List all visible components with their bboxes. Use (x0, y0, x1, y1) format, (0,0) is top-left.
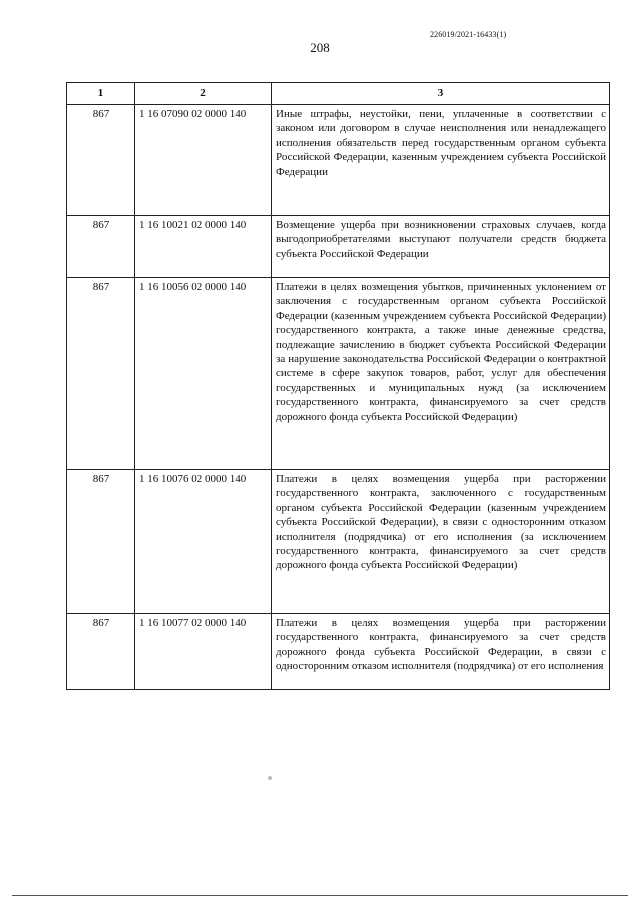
table-row (67, 614, 610, 690)
column-header-3: 3 (272, 83, 610, 105)
description-cell: Платежи в целях возмещения ущерба при расторжении государственного контракта, финансируемого за счет средств дорожного фонда субъекта Российской Федерации, в связи с односторонним отказом исполнителя (подрядчика) от его исполнения (272, 614, 610, 690)
admin-code-cell: 867 (67, 614, 135, 690)
footer-rule (12, 895, 628, 896)
description-cell: Платежи в целях возмещения убытков, причиненных уклонением от заключения с государственным органом субъекта Российской Федерации (казенным учреждением субъекта Российской Федерации) государственного контракта, а также иные денежные средства, подлежащие зачислению в бюджет субъекта Российской Федерации за нарушение законодательства Российской Федерации о контрактной системе в сфере закупок товаров, работ, услуг для обеспечения государственных и муниципальных нужд (за исключением государственного контракта, финансируемого за счет средств дорожного фонда субъекта Российской Федерации) (272, 278, 610, 470)
kbk-code-cell: 1 16 07090 02 0000 140 (135, 105, 272, 216)
scan-speck (268, 776, 272, 780)
kbk-code-cell: 1 16 10076 02 0000 140 (135, 470, 272, 614)
document-id: 226019/2021-16433(1) (430, 30, 507, 39)
admin-code-cell: 867 (67, 216, 135, 278)
table-row (67, 470, 610, 614)
admin-code-cell: 867 (67, 278, 135, 470)
budget-codes-table (66, 82, 610, 690)
table-row (67, 216, 610, 278)
table-row (67, 105, 610, 216)
column-header-1: 1 (67, 83, 135, 105)
kbk-code-cell: 1 16 10056 02 0000 140 (135, 278, 272, 470)
table-row (67, 278, 610, 470)
table-header-row (67, 83, 610, 105)
description-cell: Иные штрафы, неустойки, пени, уплаченные в соответствии с законом или договором в случае неисполнения или ненадлежащего исполнения обязательств перед государственным органом субъекта Российской Федерации, казенным учреждением субъекта Российской Федерации (272, 105, 610, 216)
admin-code-cell: 867 (67, 470, 135, 614)
kbk-code-cell: 1 16 10077 02 0000 140 (135, 614, 272, 690)
column-header-2: 2 (135, 83, 272, 105)
page-number: 208 (310, 40, 330, 55)
description-cell: Возмещение ущерба при возникновении страховых случаев, когда выгодоприобретателями выступают получатели средств бюджета субъекта Российской Федерации (272, 216, 610, 278)
admin-code-cell: 867 (67, 105, 135, 216)
description-cell: Платежи в целях возмещения ущерба при расторжении государственного контракта, заключенного с государственным органом субъекта Российской Федерации (казенным учреждением субъекта Российской Федерации), в связи с односторонним отказом исполнителя (подрядчика) от его исполнения (за исключением государственного контракта, финансируемого за счет средств дорожного фонда субъекта Российской Федерации) (272, 470, 610, 614)
kbk-code-cell: 1 16 10021 02 0000 140 (135, 216, 272, 278)
